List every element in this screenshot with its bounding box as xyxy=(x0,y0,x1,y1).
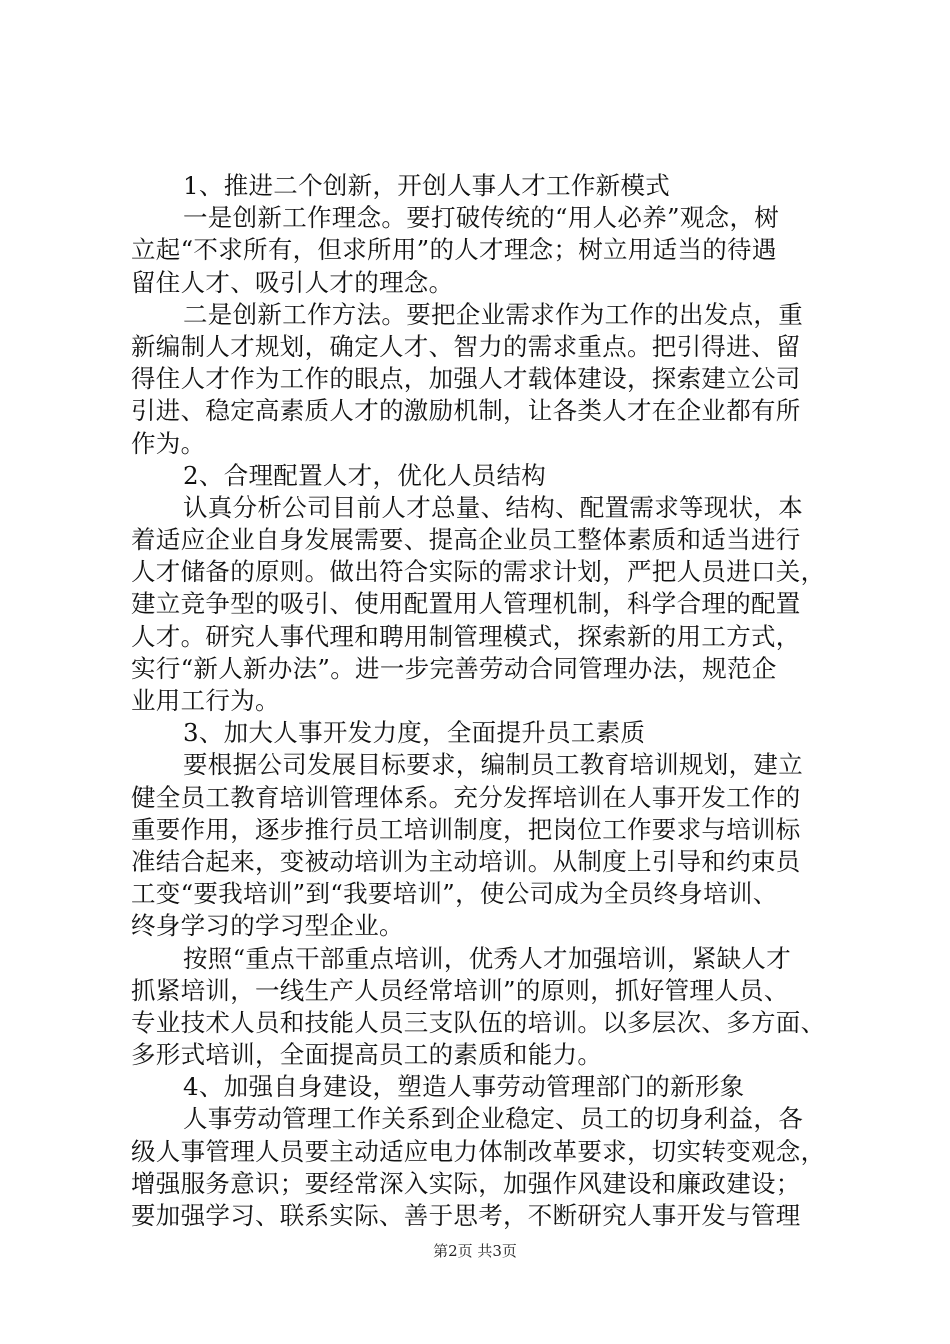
text-line: 按照“重点干部重点培训，优秀人才加强培训，紧缺人才 xyxy=(183,943,792,973)
text-line: 业用工行为。 xyxy=(131,686,280,715)
text-line: 要根据公司发展目标要求，编制员工教育培训规划，建立 xyxy=(183,750,803,780)
text-line: 健全员工教育培训管理体系。充分发挥培训在人事开发工作的 xyxy=(131,782,801,812)
text-line: 着适应企业自身发展需要、提高企业员工整体素质和适当进行 xyxy=(131,525,801,555)
text-line: 认真分析公司目前人才总量、结构、配置需求等现状，本 xyxy=(183,492,803,522)
text-line: 作为。 xyxy=(131,428,206,458)
text-line: 建立竞争型的吸引、使用配置用人管理机制，科学合理的配置 xyxy=(131,589,801,619)
text-line: 重要作用，逐步推行员工培训制度，把岗位工作要求与培训标 xyxy=(131,814,801,844)
text-line: 抓紧培训，一线生产人员经常培训”的原则，抓好管理人员、 xyxy=(131,975,789,1005)
text-line: 人事劳动管理工作关系到企业稳定、员工的切身利益，各 xyxy=(183,1104,803,1134)
text-line: 一是创新工作理念。要打破传统的“用人必养”观念，树 xyxy=(183,203,780,233)
body-text xyxy=(131,170,831,1232)
text-line: 多形式培训，全面提高员工的素质和能力。 xyxy=(131,1040,603,1070)
text-line: 新编制人才规划，确定人才、智力的需求重点。把引得进、留 xyxy=(131,331,801,361)
text-line: 增强服务意识；要经常深入实际，加强作风建设和廉政建设； xyxy=(131,1168,801,1198)
text-line: 人才。研究人事代理和聘用制管理模式，探索新的用工方式， xyxy=(131,621,801,651)
page-footer: 第2页 共3页 xyxy=(433,1242,517,1260)
heading-1: 1、推进二个创新，开创人事人才工作新模式 xyxy=(183,171,671,200)
text-line: 专业技术人员和技能人员三支队伍的培训。以多层次、多方面、 xyxy=(131,1007,826,1037)
text-line: 终身学习的学习型企业。 xyxy=(131,911,404,941)
text-line: 二是创新工作方法。要把企业需求作为工作的出发点，重 xyxy=(183,299,803,329)
heading-4: 4、加强自身建设，塑造人事劳动管理部门的新形象 xyxy=(183,1072,745,1102)
text-line: 人才储备的原则。做出符合实际的需求计划，严把人员进口关， xyxy=(131,557,826,587)
heading-3: 3、加大人事开发力度，全面提升员工素质 xyxy=(183,718,646,748)
text-line: 引进、稳定高素质人才的激励机制，让各类人才在企业都有所 xyxy=(131,396,801,426)
text-line: 级人事管理人员要主动适应电力体制改革要求，切实转变观念， xyxy=(131,1136,826,1166)
text-line: 工变“要我培训”到“我要培训”，使公司成为全员终身培训、 xyxy=(131,879,778,909)
text-line: 得住人才作为工作的眼点，加强人才载体建设，探索建立公司 xyxy=(131,364,801,394)
text-line: 实行“新人新办法”。进一步完善劳动合同管理办法，规范企 xyxy=(131,653,777,683)
text-line: 立起“不求所有，但求所用”的人才理念；树立用适当的待遇 xyxy=(131,235,777,265)
heading-2: 2、合理配置人才，优化人员结构 xyxy=(183,460,547,490)
text-line: 要加强学习、联系实际、善于思考，不断研究人事开发与管理 xyxy=(131,1201,801,1230)
text-line: 留住人才、吸引人才的理念。 xyxy=(131,267,454,297)
text-line: 准结合起来，变被动培训为主动培训。从制度上引导和约束员 xyxy=(131,846,801,876)
